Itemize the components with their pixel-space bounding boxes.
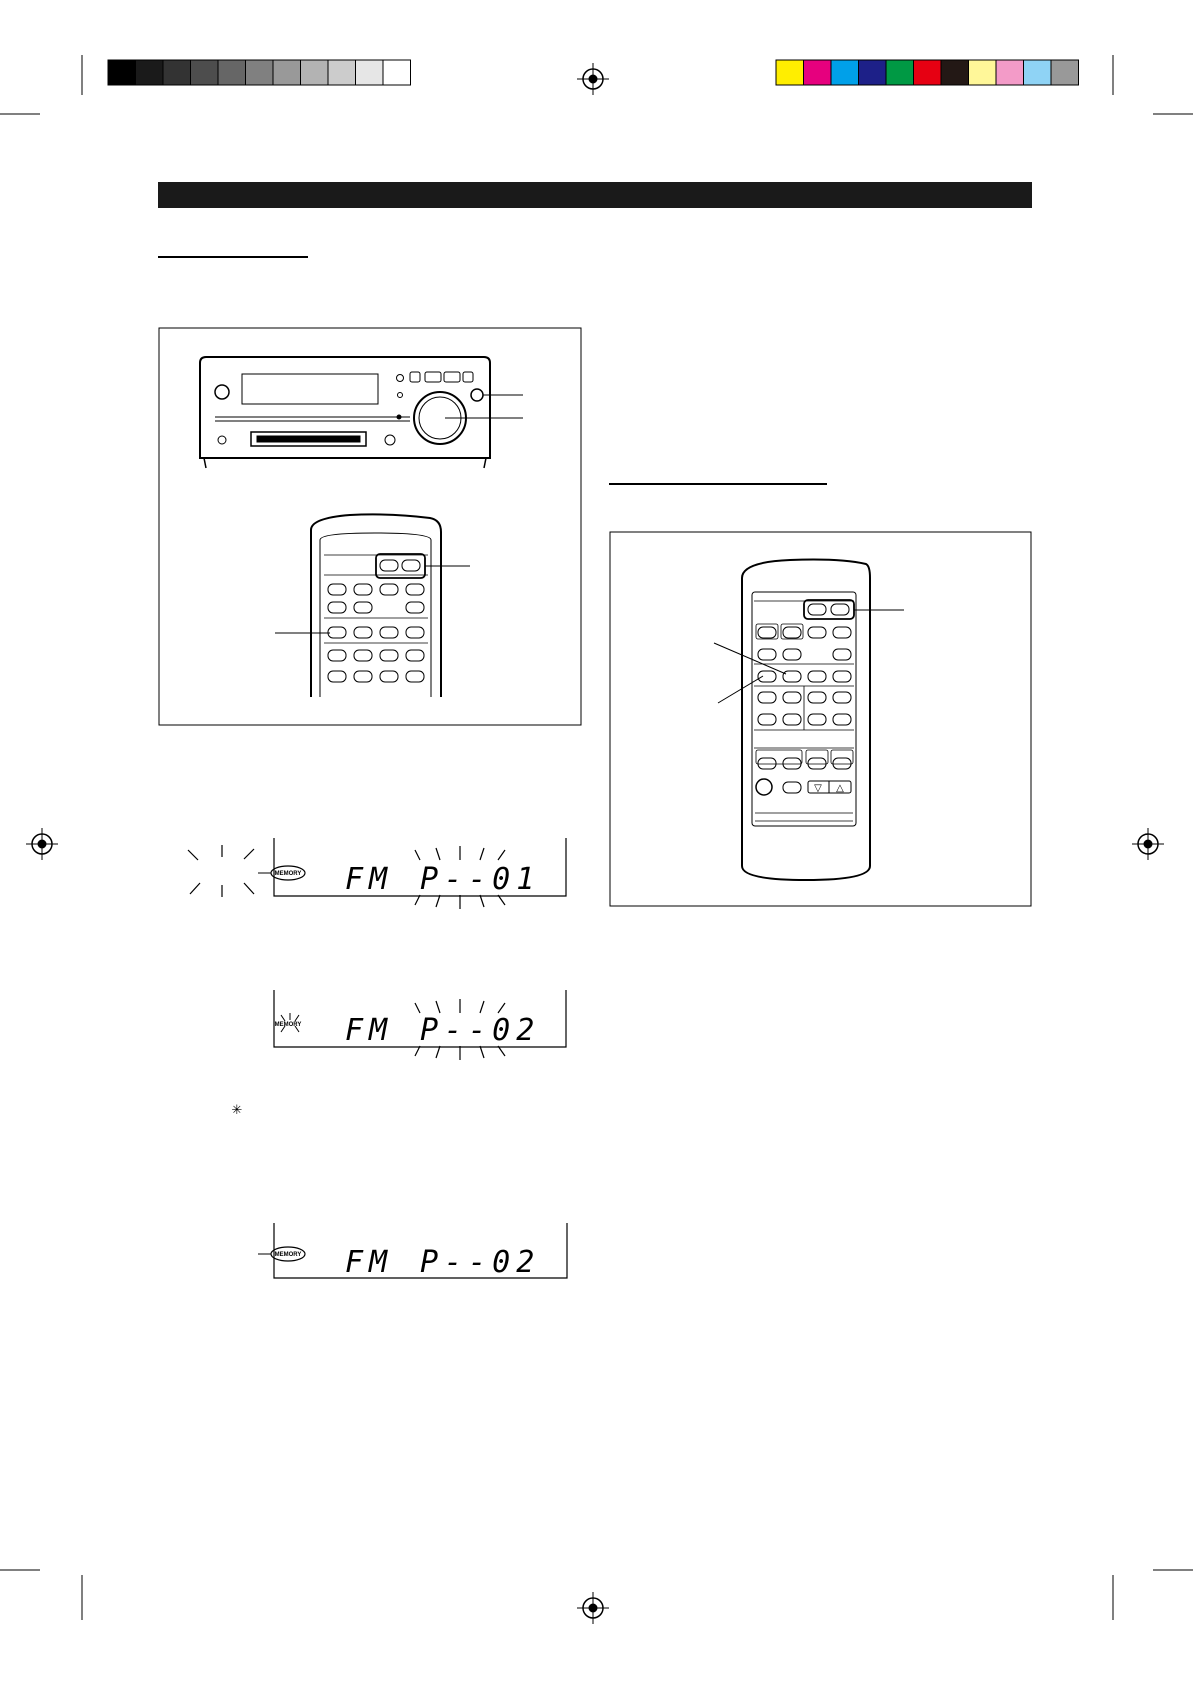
color-swatch-7 [941,60,969,85]
grayscale-swatch-3 [163,60,191,85]
grayscale-calibration-strip [108,60,411,85]
grayscale-swatch-6 [246,60,274,85]
registration-target-top [577,63,609,95]
color-swatch-11 [1051,60,1079,85]
lcd1-preset: P--01 [420,862,541,897]
remote-figure-box [610,532,1031,906]
grayscale-swatch-5 [218,60,246,85]
lcd2-preset: P--02 [420,1013,541,1048]
lcd3-memory-indicator: MEMORY [274,1252,302,1258]
crop-marks [0,55,1193,1620]
grayscale-swatch-4 [191,60,219,85]
grayscale-swatch-11 [383,60,411,85]
grayscale-swatch-2 [136,60,164,85]
color-swatch-3 [831,60,859,85]
arrow-up-icon: △ [836,783,844,794]
main-unit-illustration [200,357,523,468]
lcd1-band: FM [345,862,394,897]
lcd1-memory-indicator: MEMORY [274,871,302,877]
color-swatch-8 [969,60,997,85]
color-swatch-10 [1024,60,1052,85]
lcd2-band: FM [345,1013,394,1048]
registration-target-right [1132,828,1164,860]
main-unit-figure-box [159,328,581,725]
color-swatch-9 [996,60,1024,85]
lcd2-memory-indicator: MEMORY [274,1022,302,1028]
color-swatch-2 [804,60,832,85]
grayscale-swatch-8 [301,60,329,85]
grayscale-swatch-1 [108,60,136,85]
remote-control-full [714,560,904,881]
color-calibration-strip [776,60,1079,85]
registration-target-left [26,828,58,860]
asterisk-note-marker: ✳ [231,1103,243,1118]
lcd3-band: FM [345,1245,394,1280]
grayscale-swatch-7 [273,60,301,85]
remote-control-partial-left [275,514,470,697]
registration-target-bottom [577,1592,609,1624]
grayscale-swatch-10 [356,60,384,85]
arrow-down-icon: ▽ [814,783,822,794]
color-swatch-6 [914,60,942,85]
grayscale-swatch-9 [328,60,356,85]
color-swatch-1 [776,60,804,85]
color-swatch-5 [886,60,914,85]
color-swatch-4 [859,60,887,85]
lcd3-preset: P--02 [420,1245,541,1280]
